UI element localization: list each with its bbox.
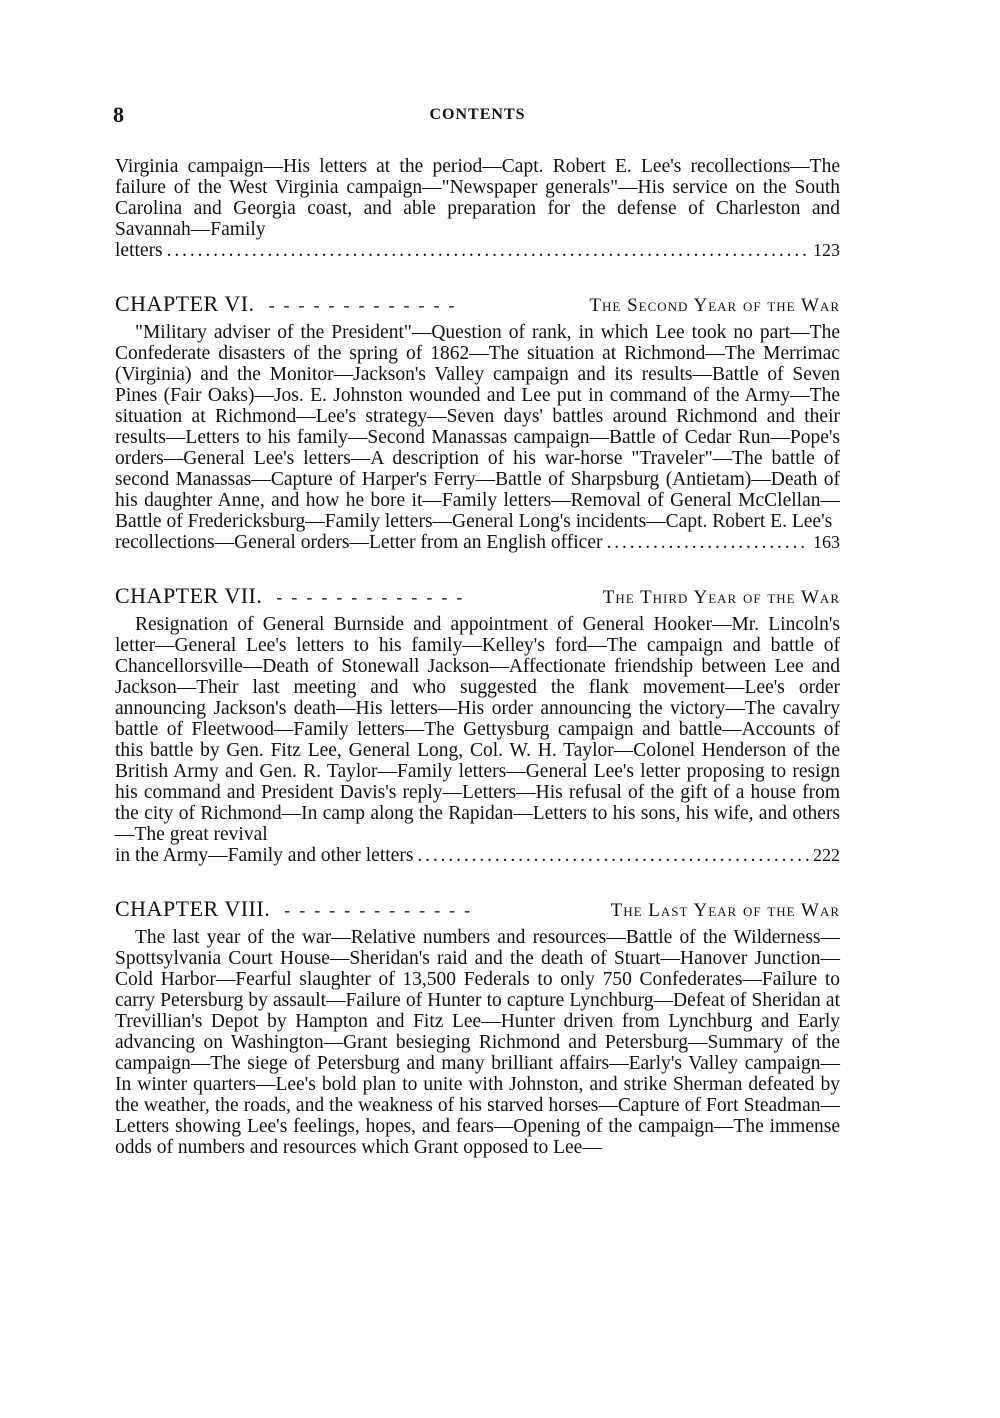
chapter-heading (115, 291, 840, 317)
chapter-title: The Last Year of the War (610, 900, 840, 921)
toc-entry-end (115, 845, 840, 866)
chapter-entry-7 (115, 583, 840, 866)
chapter-title: The Second Year of the War (589, 295, 840, 316)
dot-leader (607, 532, 810, 553)
summary-tail: letters (115, 240, 163, 261)
page-reference: 123 (813, 240, 840, 260)
chapter-label: CHAPTER VI. (115, 291, 255, 316)
chapter-entry-6 (115, 291, 840, 553)
dot-leader (167, 240, 809, 261)
summary-tail: recollections—General orders—Letter from an English officer (115, 532, 603, 553)
dot-leader (417, 845, 809, 866)
chapter-heading (115, 896, 840, 922)
toc-entry-end (115, 240, 840, 261)
chapter-summary: "Military adviser of the President"—Question of rank, in which Lee took no part—The Confederate disasters of the spring of 1862—The situation at Richmond—The Merrimac (Virginia) and the Monitor—Jackson's Valley campaign and its results—Battle of Seven Pines (Fair Oaks)—Jos. E. Johnston wounded and Lee put in command of the Army—The situation at Richmond—Lee's strategy—Seven days' battles around Richmond and their results—Letters to his family—Second Manassas campaign—Battle of Cedar Run—Pope's orders—General Lee's letters—A description of his war-horse "Traveler"—The battle of second Manassas—Capture of Harper's Ferry—Battle of Sharpsburg (Antietam)—Death of his daughter Anne, and how he bore it—Family letters—Removal of General McClellan—Battle of Fredericksburg—Family letters—General Long's incidents—Capt. Robert E. Lee's (115, 322, 840, 532)
toc-entry-end (115, 532, 840, 553)
page-reference: 222 (813, 845, 840, 865)
summary-tail: in the Army—Family and other letters (115, 845, 414, 866)
running-title: CONTENTS (429, 106, 526, 123)
continued-chapter-entry (115, 156, 840, 261)
running-head (115, 102, 840, 132)
page-reference: 163 (813, 532, 840, 552)
dash-leader (269, 295, 584, 316)
dash-leader (284, 900, 604, 921)
chapter-heading (115, 583, 840, 609)
chapter-title: The Third Year of the War (602, 587, 840, 608)
contents-page (115, 102, 840, 1158)
chapter-summary: The last year of the war—Relative numbers and resources—Battle of the Wilderness—Spottsylvania Court House—Sheridan's raid and the death of Stuart—Hanover Junction—Cold Harbor—Fearful slaughter of 13,500 Federals to only 750 Confederates—Failure to carry Petersburg by assault—Failure of Hunter to capture Lynchburg—Defeat of Sheridan at Trevillian's Depot by Hampton and Fitz Lee—Hunter driven from Lynchburg and Early advancing on Washington—Grant besieging Richmond and Petersburg—Summary of the campaign—The siege of Petersburg and many brilliant affairs—Early's Valley campaign—In winter quarters—Lee's bold plan to unite with Johnston, and strike Sherman defeated by the weather, the roads, and the weakness of his starved horses—Capture of Fort Steadman—Letters showing Lee's feelings, hopes, and fears—Opening of the campaign—The immense odds of numbers and resources which Grant opposed to Lee— (115, 927, 840, 1158)
chapter-label: CHAPTER VII. (115, 583, 263, 608)
chapter-summary: Resignation of General Burnside and appointment of General Hooker—Mr. Lincoln's letter—General Lee's letters to his family—Kelley's ford—The campaign and battle of Chancellorsville—Death of Stonewall Jackson—Affectionate friendship between Lee and Jackson—Their last meeting and who suggested the flank movement—Lee's order announcing Jackson's death—His letters—His order announcing the victory—The cavalry battle of Fleetwood—Family letters—The Gettysburg campaign and battle—Accounts of this battle by Gen. Fitz Lee, General Long, Col. W. H. Taylor—Colonel Henderson of the British Army and Gen. R. Taylor—Family letters—General Lee's letter proposing to resign his command and President Davis's reply—Letters—His refusal of the gift of a house from the city of Richmond—In camp along the Rapidan—Letters to his sons, his wife, and others—The great revival (115, 614, 840, 845)
chapter-summary: Virginia campaign—His letters at the period—Capt. Robert E. Lee's recollections—The failure of the West Virginia campaign—"Newspaper generals"—His service on the South Carolina and Georgia coast, and able preparation for the defense of Charleston and Savannah—Family (115, 156, 840, 240)
chapter-label: CHAPTER VIII. (115, 896, 271, 921)
page-number: 8 (113, 102, 124, 127)
dash-leader (276, 587, 596, 608)
chapter-entry-8 (115, 896, 840, 1158)
